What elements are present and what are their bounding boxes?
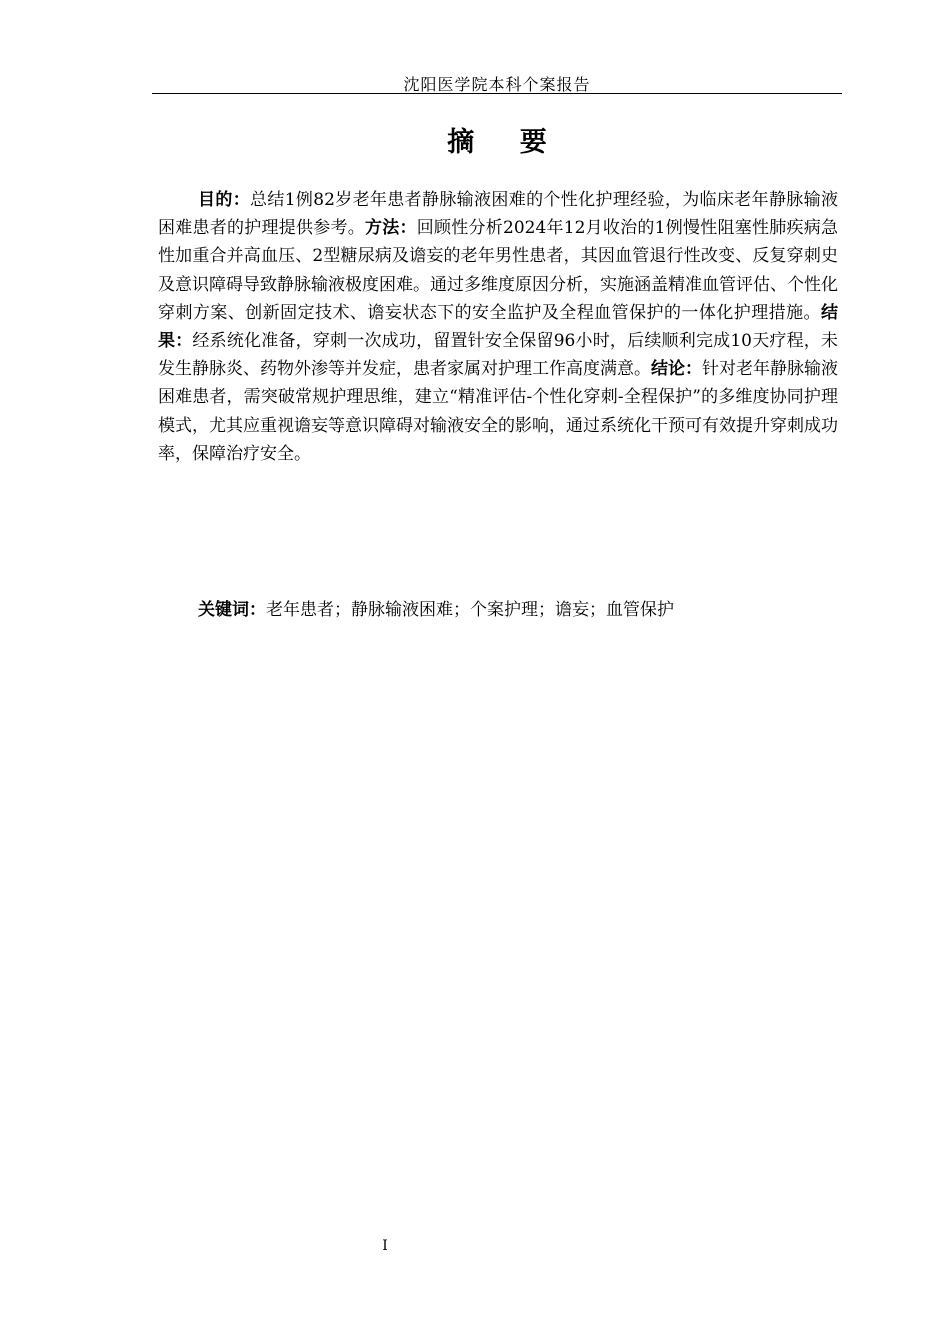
header-rule	[152, 93, 842, 94]
methods-text: 回顾性分析2024年12月收治的1例慢性阻塞性肺疾病急性加重合并高血压、2型糖尿病及谵妄的老年男性患者，其因血管退行性改变、反复穿刺史及意识障碍导致静脉输液极度困难。通过多维度原因分析，实施涵盖精准血管评估、个性化穿刺方案、创新固定技术、谵妄状态下的安全监护及全程血管保护的一体化护理措施。	[158, 218, 839, 323]
page-number: I	[382, 1238, 388, 1254]
methods-label: 方法：	[365, 218, 417, 239]
running-header: 沈阳医学院本科个案报告	[403, 75, 591, 94]
keywords-paragraph	[158, 596, 838, 624]
objective-text: 总结1例82岁老年患者静脉输液困难的个性化护理经验，为临床老年静脉输液困难患者的护理提供参考。	[158, 190, 838, 239]
results-label: 结果：	[158, 302, 838, 352]
abstract-paragraph	[158, 186, 838, 468]
objective-label: 目的：	[198, 190, 251, 210]
conclusion-text: 针对老年静脉输液困难患者，需突破常规护理思维，建立“精准评估-个性化穿刺-全程保护”的多维度协同护理模式，尤其应重视谵妄等意识障碍对输液安全的影响，通过系统化干预可有效提升穿刺成功率，保障治疗安全。	[158, 359, 838, 464]
page-title: 摘 要	[447, 127, 565, 158]
keywords-text: 老年患者；静脉输液困难；个案护理；谵妄；血管保护	[266, 600, 674, 620]
keywords-label: 关键词：	[198, 600, 266, 620]
conclusion-label: 结论：	[651, 359, 702, 380]
results-text: 经系统化准备，穿刺一次成功，留置针安全保留96小时，后续顺利完成10天疗程，未发生静脉炎、药物外渗等并发症，患者家属对护理工作高度满意。	[158, 331, 839, 380]
